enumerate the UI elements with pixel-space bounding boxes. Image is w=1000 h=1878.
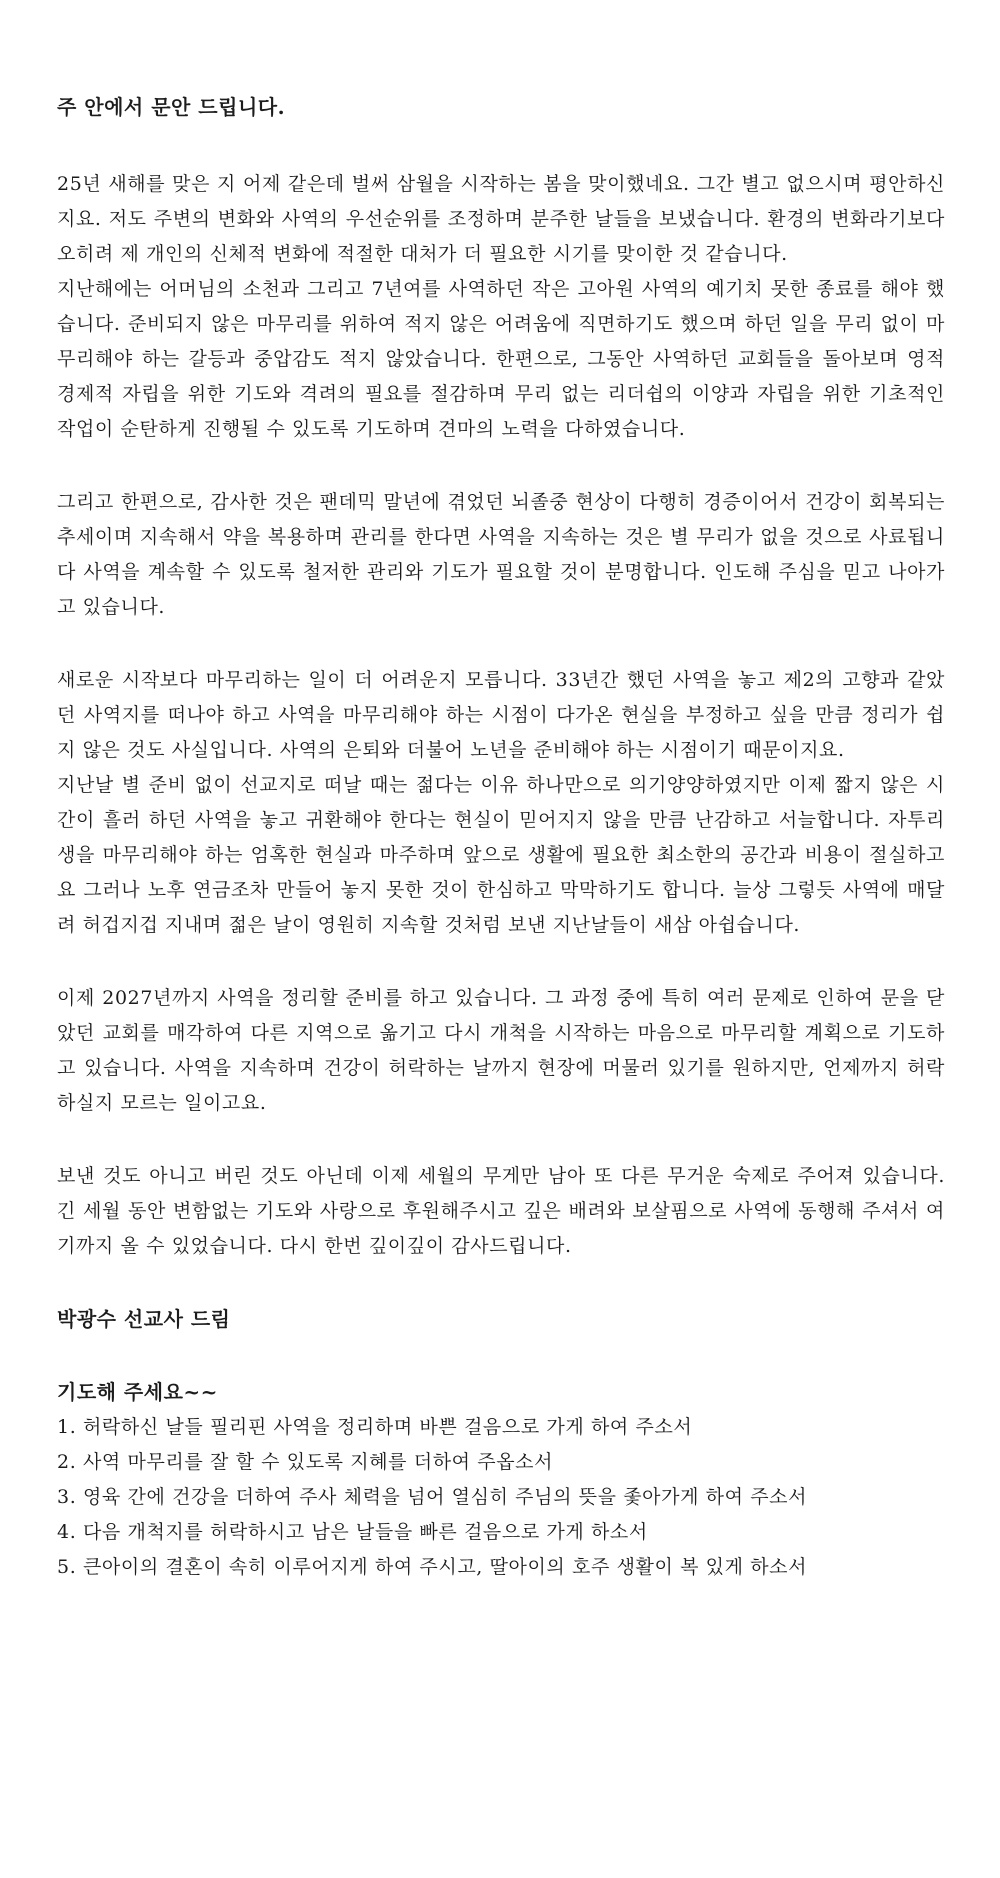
paragraph-return-reality: 지난날 별 준비 없이 선교지로 떠날 때는 젊다는 이유 하나만으로 의기양양하였지만 이제 짧지 않은 시간이 흘러 하던 사역을 놓고 귀환해야 한다는 현실이 믿어지지 않을 만큼 난감하고 서늘합니다. 자투리 생을 마무리해야 하는 엄혹한 현실과 마주하며 앞으로 생활에 필요한 최소한의 공간과 비용이 절실하고요 그러나 노후 연금조차 만들어 놓지 못한 것이 한심하고 막막하기도 합니다. 늘상 그렇듯 사역에 매달려 허겁지겁 지내며 젊은 날이 영원히 지속할 것처럼 보낸 지난날들이 새삼 아쉽습니다. — [57, 774, 945, 936]
prayer-title: 기도해 주세요~~ — [57, 1380, 218, 1404]
prayer-section — [57, 1375, 945, 1585]
prayer-list — [57, 1410, 945, 1585]
greeting-heading: 주 안에서 문안 드립니다. — [57, 95, 286, 119]
prayer-item-1: 1. 허락하신 날들 필리핀 사역을 정리하며 바쁜 걸음으로 가게 하여 주소서 — [57, 1416, 693, 1438]
paragraph-ending-ministry: 새로운 시작보다 마무리하는 일이 더 어려운지 모릅니다. 33년간 했던 사역을 놓고 제2의 고향과 같았던 사역지를 떠나야 하고 사역을 마무리해야 하는 시점이 다가온 현실을 부정하고 싶을 만큼 정리가 쉽지 않은 것도 사실입니다. 사역의 은퇴와 더불어 노년을 준비해야 하는 시점이기 때문이지요. — [57, 669, 945, 761]
paragraph-2027-plan: 이제 2027년까지 사역을 정리할 준비를 하고 있습니다. 그 과정 중에 특히 여러 문제로 인하여 문을 닫았던 교회를 매각하여 다른 지역으로 옮기고 다시 개척을 시작하는 마음으로 마무리할 계획으로 기도하고 있습니다. 사역을 지속하며 건강이 허락하는 날까지 현장에 머물러 있기를 원하지만, 언제까지 허락하실지 모르는 일이고요. — [57, 987, 945, 1114]
paragraph-last-year: 지난해에는 어머님의 소천과 그리고 7년여를 사역하던 작은 고아원 사역의 예기치 못한 종료를 해야 했습니다. 준비되지 않은 마무리를 위하여 적지 않은 어려움에 직면하기도 했으며 하던 일을 무리 없이 마무리해야 하는 갈등과 중압감도 적지 않았습니다. 한편으로, 그동안 사역하던 교회들을 돌아보며 영적 경제적 자립을 위한 기도와 격려의 필요를 절감하며 무리 없는 리더쉽의 이양과 자립을 위한 기초적인 작업이 순탄하게 진행될 수 있도록 기도하며 견마의 노력을 다하였습니다. — [57, 278, 945, 440]
prayer-item-4: 4. 다음 개척지를 허락하시고 남은 날들을 빠른 걸음으로 가게 하소서 — [57, 1521, 648, 1543]
prayer-item-2: 2. 사역 마무리를 잘 할 수 있도록 지혜를 더하여 주옵소서 — [57, 1451, 554, 1473]
prayer-item-5: 5. 큰아이의 결혼이 속히 이루어지게 하여 주시고, 딸아이의 호주 생활이 복 있게 하소서 — [57, 1556, 808, 1578]
paragraph-health: 그리고 한편으로, 감사한 것은 팬데믹 말년에 겪었던 뇌졸중 현상이 다행히 경증이어서 건강이 회복되는 추세이며 지속해서 약을 복용하며 관리를 한다면 사역을 지속하는 것은 별 무리가 없을 것으로 사료됩니다 사역을 계속할 수 있도록 철저한 관리와 기도가 필요할 것이 분명합니다. 인도해 주심을 믿고 나아가고 있습니다. — [57, 491, 945, 618]
paragraph-new-year: 25년 새해를 맞은 지 어제 같은데 벌써 삼월을 시작하는 봄을 맞이했네요. 그간 별고 없으시며 평안하신지요. 저도 주변의 변화와 사역의 우선순위를 조정하며 분주한 날들을 보냈습니다. 환경의 변화라기보다 오히려 제 개인의 신체적 변화에 적절한 대처가 더 필요한 시기를 맞이한 것 같습니다. — [57, 173, 945, 265]
signature: 박광수 선교사 드림 — [57, 1307, 231, 1331]
paragraph-gratitude: 보낸 것도 아니고 버린 것도 아닌데 이제 세월의 무게만 남아 또 다른 무거운 숙제로 주어져 있습니다. 긴 세월 동안 변함없는 기도와 사랑으로 후원해주시고 깊은 배려와 보살핌으로 사역에 동행해 주셔서 여기까지 올 수 있었습니다. 다시 한번 깊이깊이 감사드립니다. — [57, 1165, 945, 1257]
prayer-item-3: 3. 영육 간에 건강을 더하여 주사 체력을 넘어 열심히 주님의 뜻을 좇아가게 하여 주소서 — [57, 1486, 808, 1508]
